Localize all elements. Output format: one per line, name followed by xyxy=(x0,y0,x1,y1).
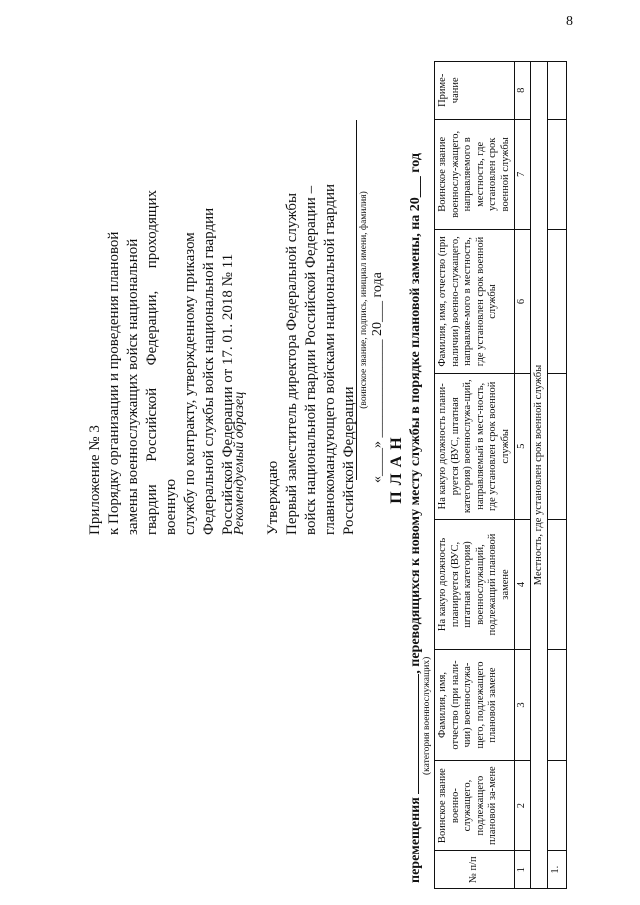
merged-cell: Местность, где установлен срок военной службы xyxy=(530,62,548,889)
appendix-line: Российской Федерации от 17. 01. 2018 № 11 xyxy=(220,253,236,535)
table-cell xyxy=(548,62,567,120)
appendix-line: службу по контракту, утвержденному приказом xyxy=(182,232,198,535)
signature-hint: (воинское звание, подпись, инициал имени, фамилия) xyxy=(359,191,369,409)
column-number: 8 xyxy=(515,62,531,120)
recommended-sample-label: Рекомендуемый образец xyxy=(232,391,247,535)
table-cell xyxy=(548,760,567,851)
header-cell: Воинское звание военнослу-жащего, направляемого в местность, где установлен срок военной службы xyxy=(435,119,515,230)
header-cell: На какую должность плани-руется (ВУС, штатная категория) военнослужа-щий, направляемый в мест-ность, где установлен срок военной службы xyxy=(435,373,515,519)
appendix-header xyxy=(86,190,238,535)
signature-line xyxy=(356,120,357,480)
header-cell: Фамилия, имя, отчество (при нали-чии) военнослужа-щего, подлежащего плановой замене xyxy=(435,650,515,761)
category-blank xyxy=(406,674,419,794)
approval-line: главнокомандующего войсками национальной гвардии xyxy=(322,183,338,535)
header-cell: Фамилия, имя, отчество (при наличии) военно-служащего, направляе-мого в местность, где установлен срок военной службы xyxy=(435,230,515,374)
table-cell xyxy=(548,119,567,230)
column-number-row xyxy=(515,62,531,889)
movement-prefix: перемещения xyxy=(408,797,423,883)
date-line: «____» ______________ 20___ года xyxy=(370,272,385,483)
header-cell: Приме-чание xyxy=(435,62,515,120)
approval-line: Утверждаю xyxy=(265,460,281,535)
appendix-line: к Порядку организации и проведения плановой xyxy=(106,231,122,535)
table-cell xyxy=(548,230,567,374)
table-cell xyxy=(548,650,567,761)
column-number: 6 xyxy=(515,230,531,374)
appendix-line: замены военнослужащих войск национальной xyxy=(125,238,141,535)
header-cell: № п/п xyxy=(435,851,515,889)
appendix-line: Приложение № 3 xyxy=(87,425,103,535)
movement-suffix: , переводящихся к новому месту службы в порядке плановой замены, на 20___ год xyxy=(408,153,423,674)
approval-line: Российской Федерации xyxy=(341,386,357,535)
table-row xyxy=(548,62,567,889)
column-number: 7 xyxy=(515,119,531,230)
plan-title: ПЛАН xyxy=(388,431,405,504)
header-cell: Воинское звание военно-служащего, подлежащего плановой за-мене xyxy=(435,760,515,851)
approval-block xyxy=(264,175,359,535)
appendix-line: Федеральной службы войск национальной гвардии xyxy=(201,207,217,535)
header-cell: На какую должность планируется (ВУС, штатная категория) военнослужащий, подлежащий плановой замене xyxy=(435,519,515,649)
category-hint: (категория военнослужащих) xyxy=(422,656,432,775)
column-number: 3 xyxy=(515,650,531,761)
plan-table xyxy=(434,61,567,889)
document-page xyxy=(70,40,561,895)
column-number: 4 xyxy=(515,519,531,649)
page-number: 8 xyxy=(566,14,573,29)
column-number: 2 xyxy=(515,760,531,851)
column-number: 1 xyxy=(515,851,531,889)
column-number: 5 xyxy=(515,373,531,519)
approval-line: Первый заместитель директора Федеральной службы xyxy=(284,192,300,535)
appendix-line: гвардии Российской Федерации, проходящих военную xyxy=(144,190,179,535)
merged-row xyxy=(530,62,548,889)
table-cell xyxy=(548,373,567,519)
table-header-row xyxy=(435,62,515,889)
approval-line: войск национальной гвардии Российской Федерации – xyxy=(303,185,319,535)
table-cell xyxy=(548,519,567,649)
row-number: 1. xyxy=(548,851,567,889)
rotated-content xyxy=(70,40,561,895)
